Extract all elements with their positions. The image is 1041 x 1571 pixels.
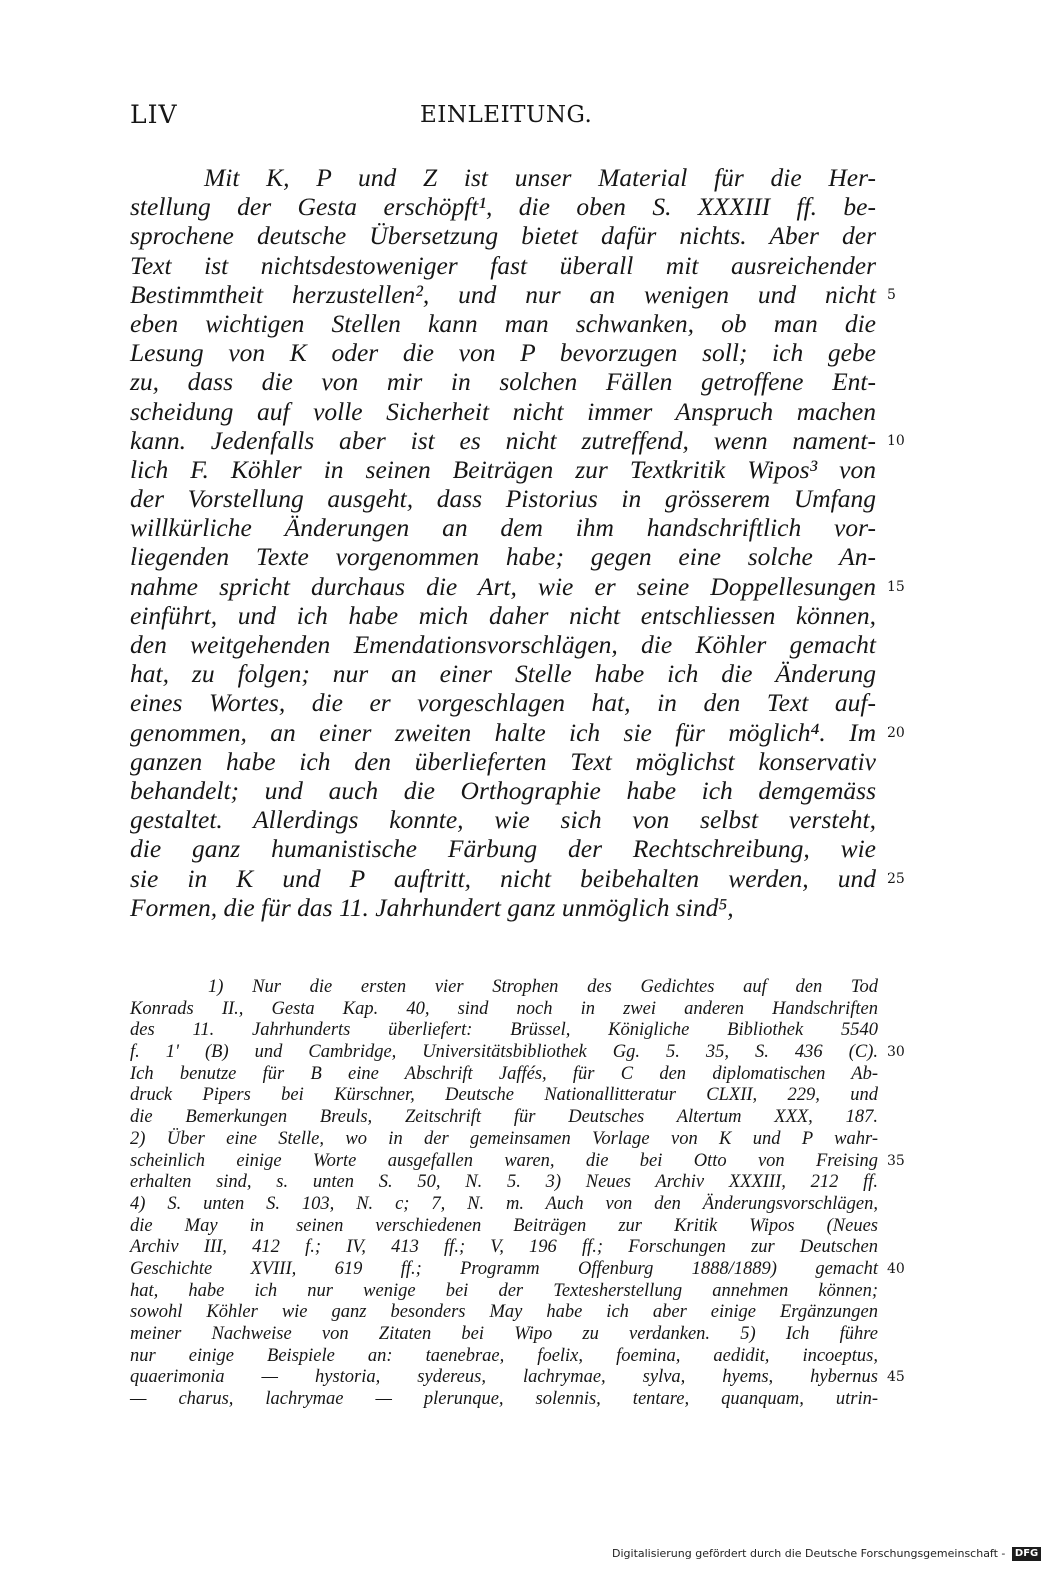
text-line [130, 717, 905, 747]
text-line [130, 571, 905, 601]
text-line [130, 542, 876, 571]
footnote-line [130, 1281, 878, 1303]
footnote-line [130, 1129, 878, 1151]
text-line [130, 192, 876, 221]
text-line [130, 221, 876, 250]
line-text: hat, habe ich nur wenige bei der Textesherstellung annehmen können; [130, 1280, 878, 1301]
footnote-line [130, 1324, 878, 1346]
line-text: Bestimmtheit herzustellen², und nur an wenigen und nicht [130, 279, 876, 309]
line-text: liegenden Texte vorgenommen habe; gegen eine solche An- [130, 542, 876, 572]
line-text: 4) S. unten S. 103, N. c; 7, N. m. Auch von den Änderungsvorschlägen, [130, 1193, 878, 1214]
line-number: 40 [887, 1260, 905, 1277]
text-line [130, 309, 876, 338]
line-text: kann. Jedenfalls aber ist es nicht zutreffend, wenn nament- [130, 425, 876, 455]
line-text: druck Pipers bei Kürschner, Deutsche Nationallitteratur CLXII, 229, und [130, 1085, 878, 1106]
line-number: 35 [887, 1152, 905, 1169]
line-text: nahme spricht durchaus die Art, wie er seine Doppellesungen [130, 571, 876, 601]
text-line [130, 863, 905, 893]
text-line [130, 251, 876, 280]
text-line [130, 279, 896, 309]
line-text: f. 1' (B) und Cambridge, Universitätsbibliothek Gg. 5. 35, S. 436 (C). [130, 1042, 878, 1063]
line-text: einführt, und ich habe mich daher nicht entschliessen können, [130, 600, 876, 630]
digitization-footer [612, 1547, 1041, 1563]
line-text: die ganz humanistische Färbung der Rechtschreibung, wie [130, 834, 876, 864]
line-text: behandelt; und auch die Orthographie habe ich demgemäss [130, 775, 876, 805]
line-text: — charus, lachrymae — plerunque, solennis, tentare, quanquam, utrin- [130, 1389, 878, 1410]
line-text: genommen, an einer zweiten halte ich sie für möglich⁴. Im [130, 717, 876, 747]
text-line [130, 630, 876, 659]
text-line [130, 455, 876, 484]
line-text: Lesung von K oder die von P bevorzugen soll; ich gebe [130, 338, 876, 368]
line-text: Text ist nichtsdestoweniger fast überall mit ausreichender [130, 250, 876, 280]
text-line [130, 805, 876, 834]
line-text: willkürliche Änderungen an dem ihm handschriftlich vor- [130, 513, 876, 543]
text-line [130, 893, 876, 922]
line-text: Archiv III, 412 f.; IV, 413 ff.; V, 196 ff.; Forschungen zur Deutschen [130, 1237, 878, 1258]
footnote-line [130, 1194, 878, 1216]
text-line [130, 367, 876, 396]
line-text: erhalten sind, s. unten S. 50, N. 5. 3) Neues Archiv XXXIII, 212 ff. [130, 1172, 878, 1193]
footnote-line [130, 1042, 905, 1064]
running-title: EINLEITUNG. [420, 102, 593, 128]
text-line [130, 338, 876, 367]
line-text: eines Wortes, die er vorgeschlagen hat, in den Text auf- [130, 688, 876, 718]
line-text: stellung der Gesta erschöpft¹, die oben S. XXXIII ff. be- [130, 192, 876, 222]
text-line [130, 747, 876, 776]
footnote-line [130, 1302, 878, 1324]
footer-text: Digitalisierung gefördert durch die Deutsche Forschungsgemeinschaft - [612, 1547, 1006, 1560]
footnote-line [130, 1216, 878, 1238]
line-text: die May in seinen verschiedenen Beiträgen zur Kritik Wipos (Neues [130, 1215, 878, 1236]
footnotes [130, 977, 905, 1411]
line-text: sowohl Köhler wie ganz besonders May habe ich aber einige Ergänzungen [130, 1302, 878, 1323]
text-line [130, 776, 876, 805]
footnote-line [130, 1258, 905, 1281]
line-text: nur einige Beispiele an: taenebrae, foelix, foemina, aedidit, incoeptus, [130, 1345, 878, 1366]
line-text: meiner Nachweise von Zitaten bei Wipo zu verdanken. 5) Ich führe [130, 1324, 878, 1344]
line-text: gestaltet. Allerdings konnte, wie sich von selbst versteht, [130, 805, 876, 835]
line-text: zu, dass die von mir in solchen Fällen getroffene Ent- [130, 367, 876, 397]
footnote-line [130, 1085, 878, 1107]
text-line [130, 484, 876, 513]
line-number: 45 [887, 1369, 905, 1386]
line-text: der Vorstellung ausgeht, dass Pistorius in grösserem Umfang [130, 484, 876, 514]
line-text: eben wichtigen Stellen kann man schwanken, ob man die [130, 308, 876, 338]
line-number: 25 [887, 870, 905, 887]
footnote-line [130, 1346, 878, 1368]
line-text: lich F. Köhler in seinen Beiträgen zur Textkritik Wipos³ von [130, 454, 876, 484]
line-text: den weitgehenden Emendationsvorschlägen, die Köhler gemacht [130, 630, 876, 659]
text-line [130, 163, 876, 192]
footnote-line [130, 1107, 878, 1129]
line-number: 15 [887, 578, 905, 595]
footnote-line [130, 1237, 878, 1259]
footnote-line [130, 999, 878, 1021]
line-text: Formen, die für das 11. Jahrhundert ganz unmöglich sind⁵, [130, 892, 734, 922]
page-number: LIV [130, 100, 178, 129]
line-number: 20 [887, 724, 905, 741]
text-line [130, 425, 905, 455]
line-text: Ich benutze für B eine Abschrift Jaffés, für C den diplomatischen Ab- [130, 1063, 878, 1084]
line-number: 5 [887, 286, 896, 303]
footnote-line [130, 1367, 905, 1389]
text-line [130, 688, 876, 717]
footnote-line [130, 1020, 878, 1042]
line-text: die Bemerkungen Breuls, Zeitschrift für Deutsches Altertum XXX, 187. [130, 1107, 878, 1128]
line-text: 1) Nur die ersten vier Strophen des Gedichtes auf den Tod [208, 977, 878, 997]
line-number: 10 [887, 432, 905, 449]
line-text: sprochene deutsche Übersetzung bietet dafür nichts. Aber der [130, 221, 876, 251]
page-header [130, 100, 880, 134]
line-text: scheinlich einige Worte ausgefallen waren, die bei Otto von Freising [130, 1150, 878, 1171]
text-line [130, 659, 876, 688]
footnote-line [130, 1172, 878, 1194]
line-text: Geschichte XVIII, 619 ff.; Programm Offenburg 1888/1889) gemacht [130, 1258, 878, 1279]
line-text: scheidung auf volle Sicherheit nicht immer Anspruch machen [130, 396, 876, 426]
dfg-logo: DFG [1012, 1547, 1041, 1561]
line-text: Konrads II., Gesta Kap. 40, sind noch in zwei anderen Handschriften [130, 998, 878, 1019]
text-line [130, 397, 876, 426]
text-line [130, 601, 876, 630]
line-text: sie in K und P auftritt, nicht beibehalten werden, und [130, 863, 876, 893]
main-text [130, 163, 905, 922]
footnote-line [130, 977, 878, 999]
line-text: des 11. Jahrhunderts überliefert: Brüssel, Königliche Bibliothek 5540 [130, 1020, 878, 1041]
line-number: 30 [887, 1044, 905, 1061]
line-text: 2) Über eine Stelle, wo in der gemeinsamen Vorlage von K und P wahr- [130, 1128, 878, 1149]
footnote-line [130, 1150, 905, 1173]
text-line [130, 834, 876, 863]
line-text: quaerimonia — hystoria, sydereus, lachrymae, sylva, hyems, hybernus [130, 1367, 878, 1388]
line-text: hat, zu folgen; nur an einer Stelle habe ich die Änderung [130, 659, 876, 689]
line-text: Mit K, P und Z ist unser Material für die Her- [204, 163, 876, 192]
footnote-line [130, 1064, 878, 1086]
footnote-line [130, 1389, 878, 1411]
text-line [130, 513, 876, 542]
line-text: ganzen habe ich den überlieferten Text möglichst konservativ [130, 746, 876, 776]
